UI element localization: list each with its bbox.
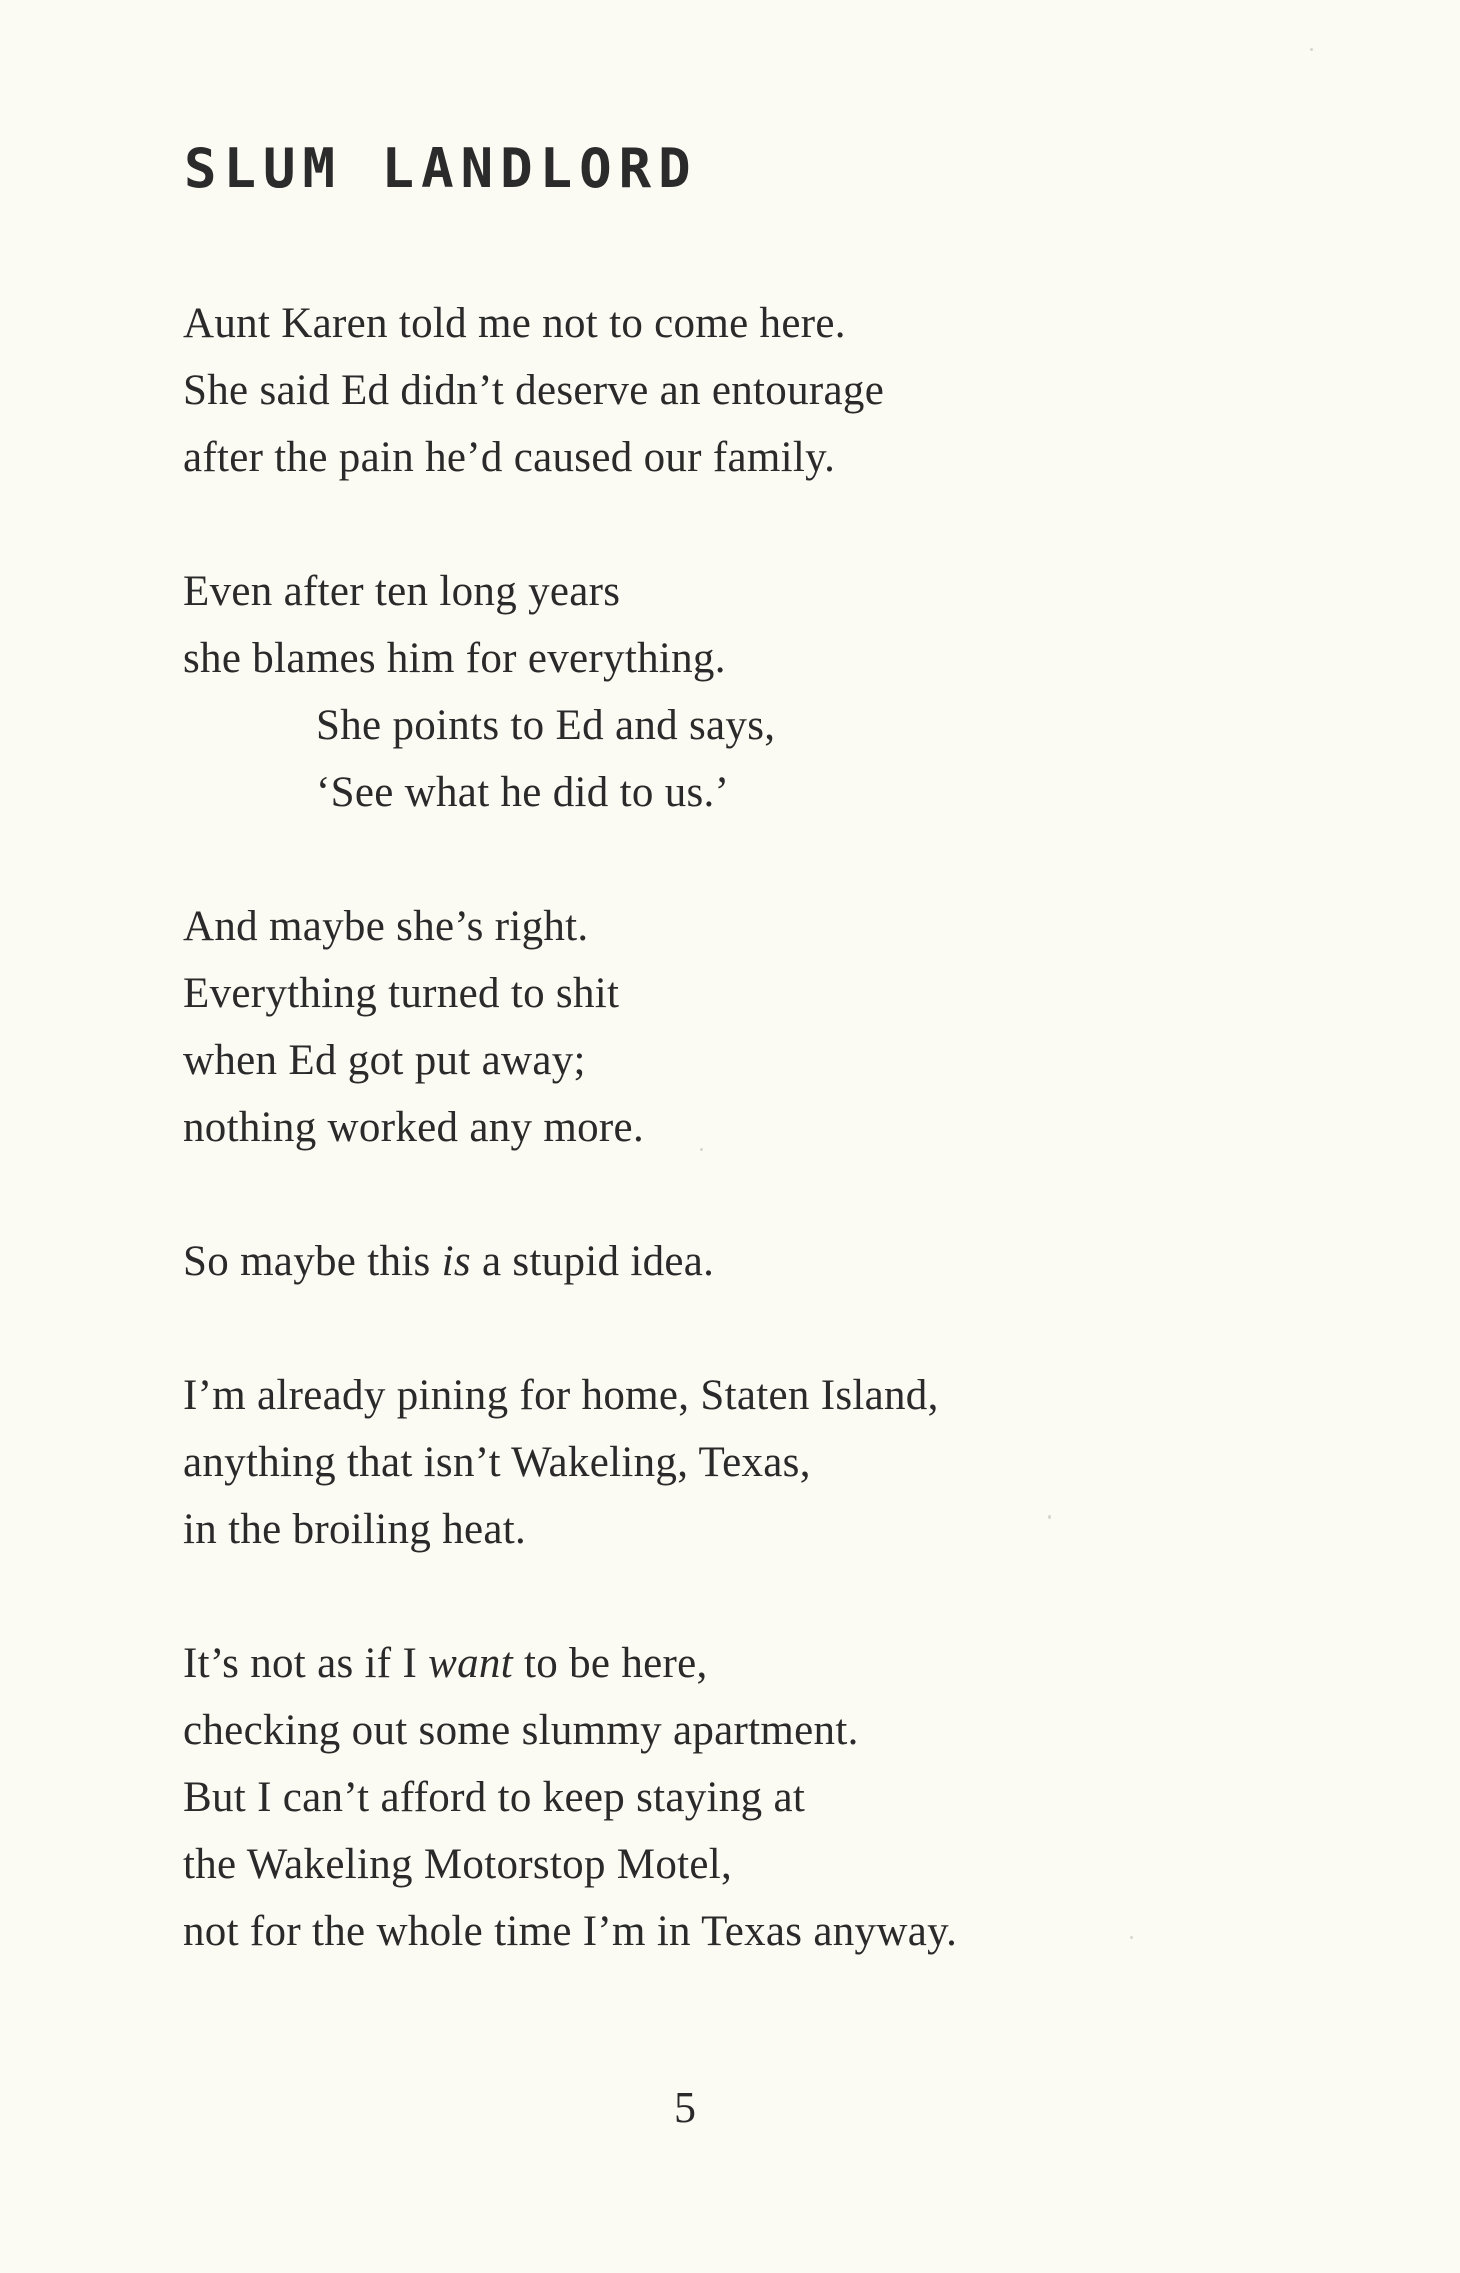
poem-line [183, 1228, 1183, 1295]
emphasized-word: want [428, 1640, 513, 1687]
poem-line: after the pain he’d caused our family. [183, 434, 836, 481]
line-text: to be here, [512, 1640, 708, 1687]
poem-line: nothing worked any more. [183, 1104, 644, 1151]
poem-line-indented: ‘See what he did to us.’ [316, 769, 730, 816]
poem-body [183, 290, 1183, 2032]
paper-speck [700, 1148, 703, 1151]
paper-speck [1048, 1515, 1051, 1519]
emphasized-word: is [441, 1238, 471, 1285]
line-text: So maybe this [183, 1238, 442, 1285]
stanza [183, 1630, 1183, 1965]
poem-line: the Wakeling Motorstop Motel, [183, 1841, 733, 1888]
poem-line: Even after ten long years [183, 568, 621, 615]
poem-line: anything that isn’t Wakeling, Texas, [183, 1439, 811, 1486]
poem-line: Aunt Karen told me not to come here. [183, 300, 846, 347]
poem-line: Everything turned to shit [183, 970, 620, 1017]
poem-line: in the broiling heat. [183, 1506, 527, 1553]
poem-title: SLUM LANDLORD [184, 137, 698, 200]
stanza [183, 558, 1183, 826]
poem-line: But I can’t afford to keep staying at [183, 1774, 806, 1821]
poem-line [183, 1630, 1183, 1697]
poem-line: she blames him for everything. [183, 635, 726, 682]
paper-speck [1310, 48, 1313, 51]
poem-line: I’m already pining for home, Staten Island, [183, 1372, 939, 1419]
poem-line-indented: She points to Ed and says, [316, 702, 776, 749]
stanza [183, 1228, 1183, 1295]
poem-line: She said Ed didn’t deserve an entourage [183, 367, 885, 414]
poem-line: checking out some slummy apartment. [183, 1707, 859, 1754]
stanza [183, 1362, 1183, 1563]
poem-line: when Ed got put away; [183, 1037, 586, 1084]
poem-line: And maybe she’s right. [183, 903, 589, 950]
stanza [183, 290, 1183, 491]
poem-line: not for the whole time I’m in Texas anyway. [183, 1908, 958, 1955]
line-text: a stupid idea. [470, 1238, 715, 1285]
stanza [183, 893, 1183, 1161]
line-text: It’s not as if I [183, 1640, 429, 1687]
page-number: 5 [674, 2083, 696, 2132]
paper-speck [1130, 1936, 1133, 1939]
